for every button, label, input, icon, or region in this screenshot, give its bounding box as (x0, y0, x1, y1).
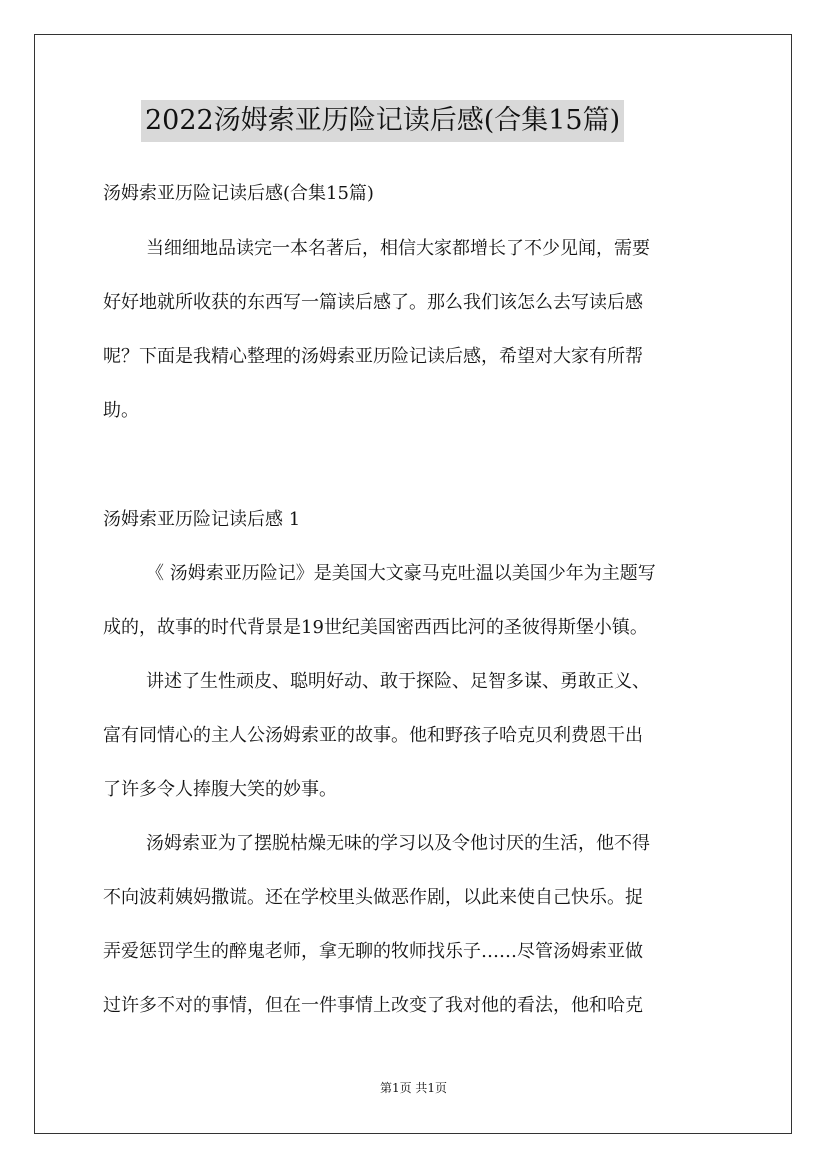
body-line: 汤姆索亚为了摆脱枯燥无味的学习以及令他讨厌的生活，他不得 (146, 833, 650, 854)
section-heading: 汤姆索亚历险记读后感 1 (103, 509, 301, 530)
body-line: 《 汤姆索亚历险记》是美国大文豪马克吐温以美国少年为主题写 (146, 563, 656, 584)
intro-line: 当细细地品读完一本名著后，相信大家都增长了不少见闻，需要 (146, 238, 650, 259)
document-subtitle: 汤姆索亚历险记读后感(合集15篇) (103, 183, 374, 204)
body-line: 过许多不对的事情，但在一件事情上改变了我对他的看法，他和哈克 (103, 995, 643, 1016)
body-line: 不向波莉姨妈撒谎。还在学校里头做恶作剧，以此来使自己快乐。捉 (103, 887, 643, 908)
intro-line: 助。 (103, 400, 139, 421)
page-number-footer: 第1页 共1页 (379, 1081, 448, 1095)
body-line: 讲述了生性顽皮、聪明好动、敢于探险、足智多谋、勇敢正义、 (146, 671, 650, 692)
body-line: 富有同情心的主人公汤姆索亚的故事。他和野孩子哈克贝利费恩干出 (103, 725, 643, 746)
intro-line: 好好地就所收获的东西写一篇读后感了。那么我们该怎么去写读后感 (103, 292, 643, 313)
body-line: 弄爱惩罚学生的醉鬼老师，拿无聊的牧师找乐子……尽管汤姆索亚做 (103, 941, 643, 962)
document-title: 2022汤姆索亚历险记读后感(合集15篇) (141, 100, 624, 142)
intro-line: 呢？下面是我精心整理的汤姆索亚历险记读后感，希望对大家有所帮 (103, 346, 643, 367)
body-line: 成的，故事的时代背景是19世纪美国密西西比河的圣彼得斯堡小镇。 (103, 617, 648, 638)
body-line: 了许多令人捧腹大笑的妙事。 (103, 779, 337, 800)
